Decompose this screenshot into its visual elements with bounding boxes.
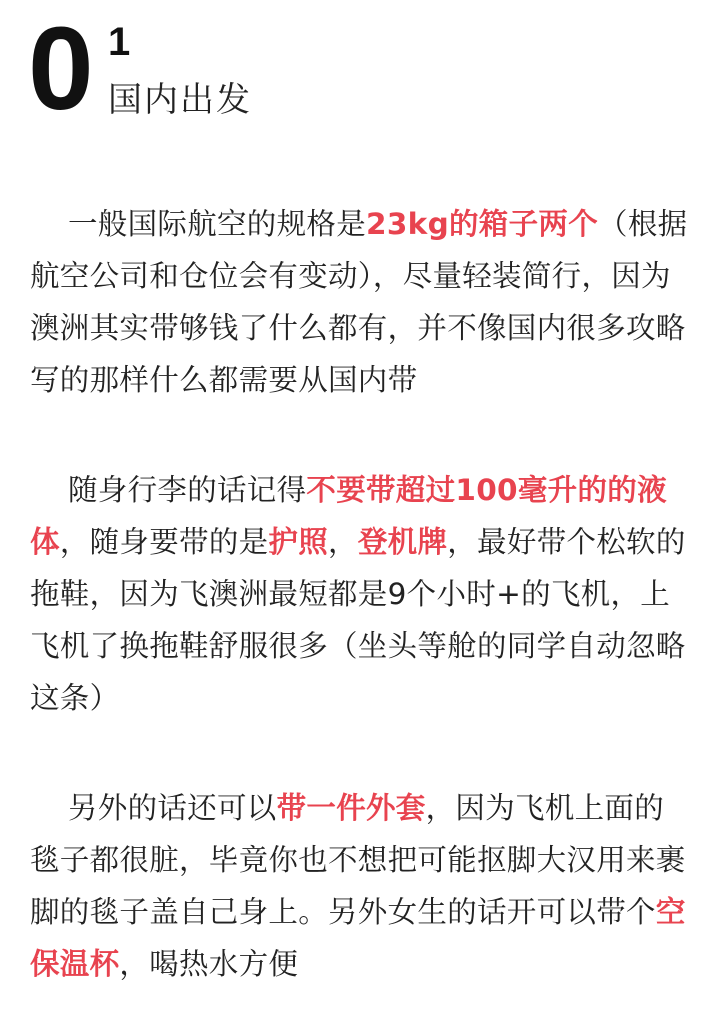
paragraph-carry-on (30, 464, 692, 724)
text-segment: （根据航空公司和仓位会有变动），尽量轻装简行，因为澳洲其实带够钱了什么都有，并不像国内很多攻略写的那样什么都需要从国内带 (30, 207, 688, 397)
highlight-segment: 不要带超过100毫升的的液体 (30, 473, 667, 559)
highlight-segment: 登机牌 (357, 525, 448, 559)
text-segment: 一般国际航空的规格是 (68, 207, 367, 241)
paragraph-luggage-allowance (30, 198, 692, 406)
section-number-superscript: 1 (108, 20, 131, 64)
text-segment: ，随身要带的是 (59, 525, 269, 559)
highlight-segment: 23kg的箱子两个 (366, 207, 599, 241)
section-title: 国内出发 (108, 80, 252, 120)
section-header (28, 3, 428, 138)
text-segment: ，最好带个松软的拖鞋，因为飞澳洲最短都是9个小时+的飞机，上飞机了换拖鞋舒服很多（坐头等舱的同学自动忽略这条） (30, 525, 686, 715)
paragraph-extras (30, 782, 692, 990)
section-number-digit: 0 (28, 3, 92, 135)
article-body (30, 198, 692, 990)
text-segment: ，喝热水方便 (119, 947, 299, 981)
text-segment: 另外的话还可以 (68, 791, 277, 825)
highlight-segment: 空保温杯 (30, 895, 686, 981)
text-segment: ，因为飞机上面的毯子都很脏，毕竟你也不想把可能抠脚大汉用来裹脚的毯子盖自己身上。另外女生的话开可以带个 (30, 791, 686, 929)
highlight-segment: 护照 (268, 525, 329, 559)
highlight-segment: 带一件外套 (276, 791, 426, 825)
text-segment: ， (328, 525, 358, 559)
text-segment: 随身行李的话记得 (68, 473, 307, 507)
